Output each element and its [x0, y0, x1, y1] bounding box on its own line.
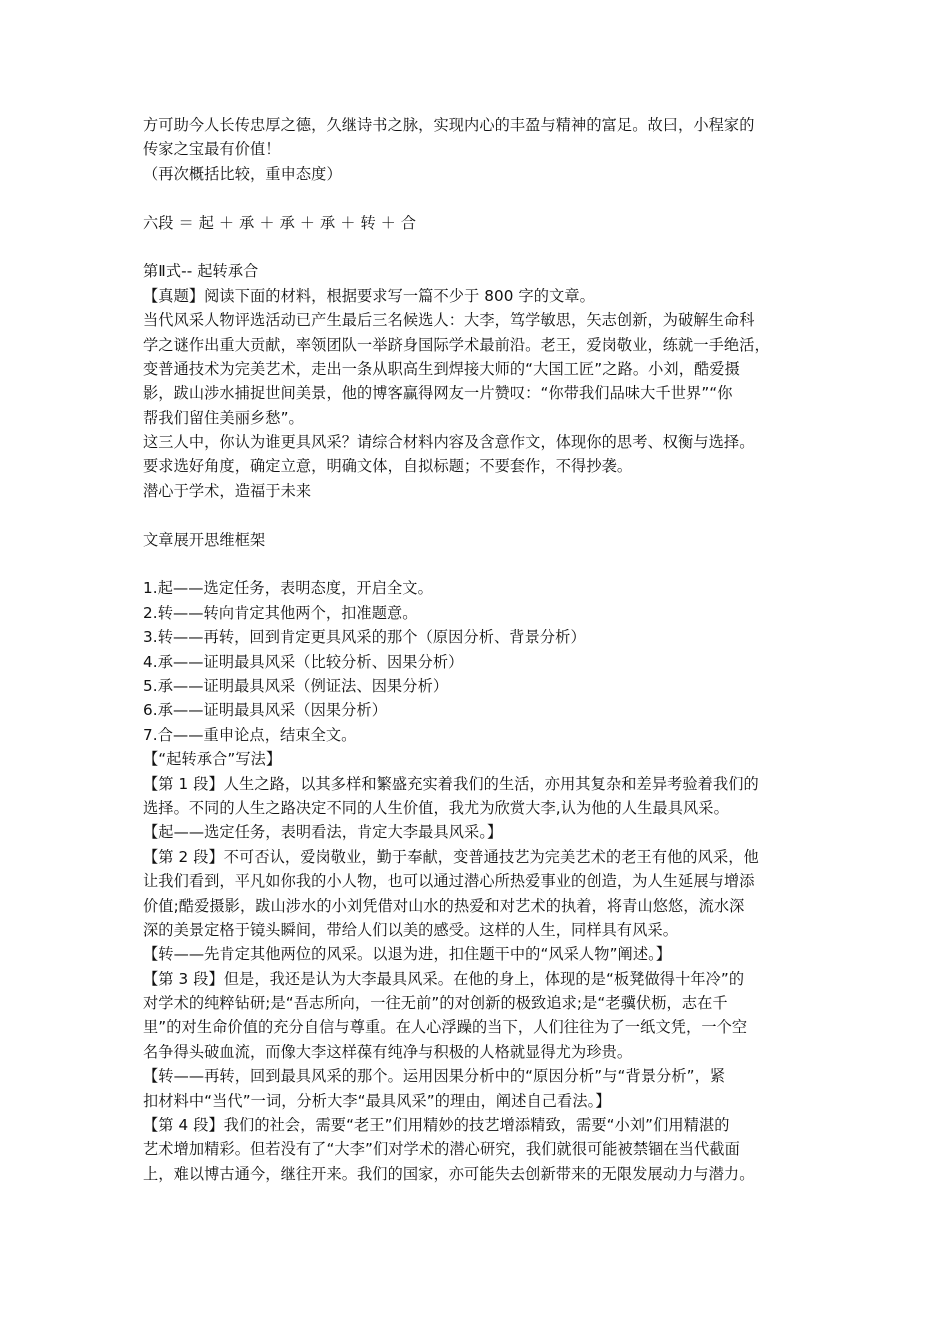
- text-line: 传家之宝最有价值！: [143, 140, 281, 159]
- annotation-line: 【起——选定任务，表明看法，肯定大李最具风采。】: [143, 823, 503, 842]
- text-line: 变普通技术为完美艺术，走出一条从职高生到焊接大师的“大国工匠”之路。小刘，酷爱摄: [143, 359, 740, 378]
- framework-item: 4.承——证明最具风采（比较分析、因果分析）: [143, 652, 464, 671]
- text-line: 价值;酷爱摄影，跋山涉水的小刘凭借对山水的热爱和对艺术的执着，将青山悠悠，流水深: [143, 896, 745, 915]
- text-line: 上，难以博古通今，继往开来。我们的国家，亦可能失去创新带来的无限发展动力与潜力。: [143, 1164, 755, 1183]
- text-line: 对学术的纯粹钻研;是“吾志所向，一往无前”的对创新的极致追求;是“老骥伏枥，志在千: [143, 994, 728, 1013]
- text-line: 【第 4 段】我们的社会，需要“老王”们用精妙的技艺增添精致，需要“小刘”们用精湛的: [143, 1116, 730, 1135]
- text-line: 学之谜作出重大贡献，率领团队一举跻身国际学术最前沿。老王，爱岗敬业，练就一手绝活，: [143, 335, 770, 354]
- framework-item: 2.转——转向肯定其他两个，扣准题意。: [143, 603, 418, 622]
- section-heading: 第Ⅱ式-- 起转承合: [143, 262, 259, 281]
- annotation-line: 扣材料中“当代”一词，分析大李“最具风采”的理由，阐述自己看法。】: [143, 1091, 611, 1110]
- text-line: （再次概括比较，重申态度）: [143, 164, 342, 183]
- annotation-line: 【转——再转，回到最具风采的那个。运用因果分析中的“原因分析”与“背景分析”，紧: [143, 1067, 726, 1086]
- framework-heading: 文章展开思维框架: [143, 530, 266, 549]
- text-line: 深的美景定格于镜头瞬间，带给人们以美的感受。这样的人生，同样具有风采。: [143, 920, 679, 939]
- framework-item: 1.起——选定任务，表明态度，开启全文。: [143, 579, 433, 598]
- text-line: 当代风采人物评选活动已产生最后三名候选人：大李，笃学敏思，矢志创新，为破解生命科: [143, 311, 755, 330]
- method-heading: 【“起转承合”写法】: [143, 750, 282, 769]
- formula-line: 六段 ＝ 起 ＋ 承 ＋ 承 ＋ 承 ＋ 转 ＋ 合: [143, 213, 417, 232]
- text-line: 让我们看到，平凡如你我的小人物，也可以通过潜心所热爱事业的创造，为人生延展与增添: [143, 872, 755, 891]
- text-line: 里”的对生命价值的充分自信与尊重。在人心浮躁的当下，人们往往为了一纸文凭，一个空: [143, 1018, 748, 1037]
- text-line: 要求选好角度，确定立意，明确文体，自拟标题；不要套作，不得抄袭。: [143, 457, 633, 476]
- essay-title: 潜心于学术，造福于未来: [143, 481, 312, 500]
- text-line: 【第 1 段】人生之路，以其多样和繁盛充实着我们的生活，亦用其复杂和差异考验着我们的: [143, 774, 759, 793]
- blank-line: [143, 552, 809, 576]
- blank-line: [143, 186, 809, 210]
- framework-item: 7.合——重申论点，结束全文。: [143, 725, 357, 744]
- blank-line: [143, 235, 809, 259]
- framework-item: 5.承——证明最具风采（例证法、因果分析）: [143, 676, 449, 695]
- text-line: 方可助今人长传忠厚之德，久继诗书之脉，实现内心的丰盈与精神的富足。故曰，小程家的: [143, 116, 755, 134]
- document-page: [143, 113, 809, 1186]
- text-line: 【第 3 段】但是，我还是认为大李最具风采。在他的身上，体现的是“板凳做得十年冷”的: [143, 969, 745, 988]
- prompt-line: 【真题】阅读下面的材料，根据要求写一篇不少于 800 字的文章。: [143, 286, 595, 305]
- text-line: 【第 2 段】不可否认，爱岗敬业，勤于奉献，变普通技艺为完美艺术的老王有他的风采，他: [143, 847, 759, 866]
- text-line: 帮我们留住美丽乡愁”。: [143, 408, 304, 427]
- text-line: 名争得头破血流，而像大李这样葆有纯净与积极的人格就显得尤为珍贵。: [143, 1042, 633, 1061]
- framework-item: 3.转——再转，回到肯定更具风采的那个（原因分析、背景分析）: [143, 628, 586, 647]
- text-line: 这三人中，你认为谁更具风采？请综合材料内容及含意作文，体现你的思考、权衡与选择。: [143, 433, 755, 452]
- annotation-line: 【转——先肯定其他两位的风采。以退为进，扣住题干中的“风采人物”阐述。】: [143, 945, 672, 964]
- text-line: 影，跋山涉水捕捉世间美景，他的博客赢得网友一片赞叹：“你带我们品味大千世界”“你: [143, 384, 733, 403]
- framework-item: 6.承——证明最具风采（因果分析）: [143, 701, 388, 720]
- blank-line: [143, 503, 809, 527]
- text-line: 选择。不同的人生之路决定不同的人生价值，我尤为欣赏大李,认为他的人生最具风采。: [143, 798, 729, 817]
- text-line: 艺术增加精彩。但若没有了“大李”们对学术的潜心研究，我们就很可能被禁锢在当代截面: [143, 1140, 740, 1159]
